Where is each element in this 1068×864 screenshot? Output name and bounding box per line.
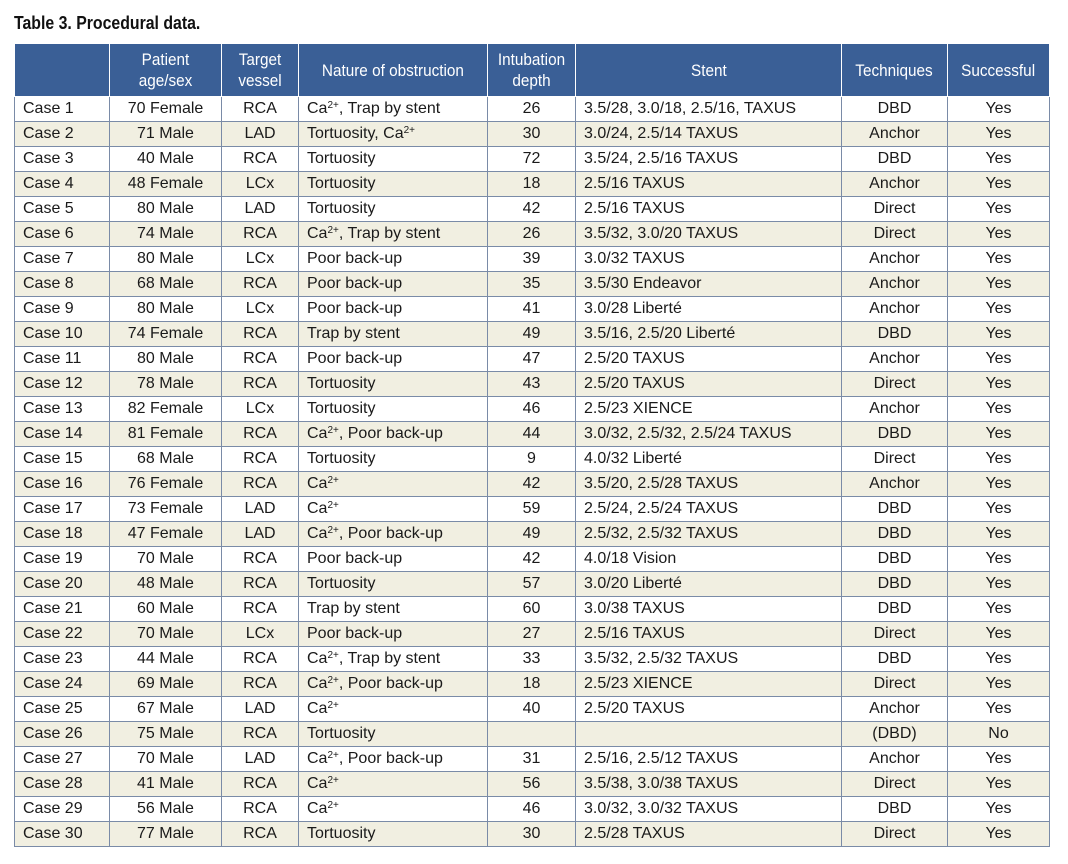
cell-stent: 3.5/32, 3.0/20 TAXUS <box>576 222 842 247</box>
cell-vessel: RCA <box>222 447 299 472</box>
cell-case: Case 18 <box>15 522 110 547</box>
cell-depth: 26 <box>488 97 576 122</box>
cell-vessel: RCA <box>222 222 299 247</box>
cell-technique: Anchor <box>842 472 948 497</box>
cell-depth: 35 <box>488 272 576 297</box>
cell-technique: DBD <box>842 322 948 347</box>
cell-stent: 2.5/32, 2.5/32 TAXUS <box>576 522 842 547</box>
cell-stent: 3.0/24, 2.5/14 TAXUS <box>576 122 842 147</box>
cell-vessel: RCA <box>222 797 299 822</box>
cell-vessel: LAD <box>222 747 299 772</box>
cell-successful: Yes <box>948 197 1050 222</box>
cell-successful: Yes <box>948 572 1050 597</box>
table-row <box>15 622 1050 647</box>
table-row <box>15 822 1050 847</box>
cell-successful: Yes <box>948 547 1050 572</box>
cell-depth: 31 <box>488 747 576 772</box>
cell-obstruction: Tortuosity <box>299 572 488 597</box>
cell-technique: DBD <box>842 797 948 822</box>
cell-successful: Yes <box>948 122 1050 147</box>
table-row <box>15 497 1050 522</box>
header-target-vessel: Target vessel <box>222 44 299 97</box>
cell-obstruction: Tortuosity <box>299 372 488 397</box>
header-stent: Stent <box>576 44 842 97</box>
cell-depth: 30 <box>488 122 576 147</box>
cell-age-sex: 82 Female <box>110 397 222 422</box>
cell-vessel: RCA <box>222 672 299 697</box>
cell-stent: 4.0/32 Liberté <box>576 447 842 472</box>
cell-successful: Yes <box>948 772 1050 797</box>
header-row <box>15 44 1050 97</box>
cell-case: Case 7 <box>15 247 110 272</box>
cell-obstruction: Tortuosity <box>299 822 488 847</box>
cell-age-sex: 48 Male <box>110 572 222 597</box>
cell-obstruction: Trap by stent <box>299 322 488 347</box>
cell-obstruction: Tortuosity <box>299 172 488 197</box>
table-row <box>15 222 1050 247</box>
cell-age-sex: 74 Female <box>110 322 222 347</box>
cell-technique: DBD <box>842 147 948 172</box>
cell-age-sex: 80 Male <box>110 247 222 272</box>
cell-stent: 2.5/16 TAXUS <box>576 197 842 222</box>
cell-technique: Anchor <box>842 697 948 722</box>
cell-successful: Yes <box>948 472 1050 497</box>
cell-case: Case 22 <box>15 622 110 647</box>
table-row <box>15 247 1050 272</box>
cell-depth: 42 <box>488 547 576 572</box>
cell-stent: 3.5/24, 2.5/16 TAXUS <box>576 147 842 172</box>
cell-age-sex: 76 Female <box>110 472 222 497</box>
cell-obstruction: Poor back-up <box>299 622 488 647</box>
cell-stent: 3.0/28 Liberté <box>576 297 842 322</box>
cell-vessel: RCA <box>222 147 299 172</box>
cell-technique: DBD <box>842 572 948 597</box>
cell-obstruction: Poor back-up <box>299 297 488 322</box>
cell-depth: 42 <box>488 197 576 222</box>
cell-age-sex: 44 Male <box>110 647 222 672</box>
cell-successful: Yes <box>948 222 1050 247</box>
table-row <box>15 172 1050 197</box>
cell-successful: Yes <box>948 622 1050 647</box>
cell-vessel: LAD <box>222 522 299 547</box>
cell-stent: 3.5/38, 3.0/38 TAXUS <box>576 772 842 797</box>
table-row <box>15 197 1050 222</box>
cell-technique: DBD <box>842 497 948 522</box>
cell-case: Case 9 <box>15 297 110 322</box>
cell-vessel: LAD <box>222 197 299 222</box>
table-row <box>15 797 1050 822</box>
cell-obstruction: $Ca^{2+}$ <box>299 697 488 722</box>
cell-case: Case 11 <box>15 347 110 372</box>
cell-case: Case 20 <box>15 572 110 597</box>
table-row <box>15 522 1050 547</box>
cell-depth: 9 <box>488 447 576 472</box>
cell-age-sex: 70 Male <box>110 547 222 572</box>
cell-technique: DBD <box>842 97 948 122</box>
cell-stent: 3.5/16, 2.5/20 Liberté <box>576 322 842 347</box>
cell-depth: 39 <box>488 247 576 272</box>
cell-case: Case 26 <box>15 722 110 747</box>
cell-stent: 3.5/32, 2.5/32 TAXUS <box>576 647 842 672</box>
cell-depth: 26 <box>488 222 576 247</box>
cell-stent: 3.0/32, 3.0/32 TAXUS <box>576 797 842 822</box>
cell-case: Case 13 <box>15 397 110 422</box>
cell-successful: Yes <box>948 247 1050 272</box>
cell-obstruction: Tortuosity <box>299 197 488 222</box>
table-row <box>15 672 1050 697</box>
cell-obstruction: $Ca^{2+}$, Poor back-up <box>299 522 488 547</box>
cell-technique: Direct <box>842 672 948 697</box>
cell-case: Case 5 <box>15 197 110 222</box>
cell-age-sex: 69 Male <box>110 672 222 697</box>
cell-obstruction: $Ca^{2+}$, Poor back-up <box>299 672 488 697</box>
cell-technique: Anchor <box>842 172 948 197</box>
cell-technique: Direct <box>842 622 948 647</box>
cell-vessel: RCA <box>222 422 299 447</box>
table-row <box>15 547 1050 572</box>
cell-obstruction: Poor back-up <box>299 547 488 572</box>
header-intubation-depth: Intubation depth <box>488 44 576 97</box>
cell-obstruction: $Ca^{2+}$ <box>299 797 488 822</box>
cell-obstruction: $Ca^{2+}$ <box>299 472 488 497</box>
cell-technique: DBD <box>842 422 948 447</box>
cell-vessel: RCA <box>222 647 299 672</box>
cell-stent: 2.5/20 TAXUS <box>576 347 842 372</box>
cell-vessel: LAD <box>222 697 299 722</box>
cell-successful: Yes <box>948 172 1050 197</box>
cell-case: Case 25 <box>15 697 110 722</box>
cell-case: Case 17 <box>15 497 110 522</box>
cell-age-sex: 56 Male <box>110 797 222 822</box>
cell-stent: 2.5/16, 2.5/12 TAXUS <box>576 747 842 772</box>
cell-technique: Anchor <box>842 247 948 272</box>
cell-obstruction: $Ca^{2+}$, Trap by stent <box>299 222 488 247</box>
cell-age-sex: 81 Female <box>110 422 222 447</box>
cell-case: Case 30 <box>15 822 110 847</box>
cell-vessel: LCx <box>222 397 299 422</box>
cell-case: Case 15 <box>15 447 110 472</box>
cell-successful: Yes <box>948 822 1050 847</box>
cell-case: Case 6 <box>15 222 110 247</box>
cell-vessel: LCx <box>222 247 299 272</box>
cell-vessel: RCA <box>222 547 299 572</box>
cell-vessel: RCA <box>222 322 299 347</box>
cell-case: Case 16 <box>15 472 110 497</box>
cell-obstruction: Poor back-up <box>299 272 488 297</box>
cell-stent <box>576 722 842 747</box>
cell-technique: Direct <box>842 822 948 847</box>
cell-successful: Yes <box>948 297 1050 322</box>
cell-case: Case 12 <box>15 372 110 397</box>
cell-case: Case 21 <box>15 597 110 622</box>
cell-depth: 56 <box>488 772 576 797</box>
cell-technique: Direct <box>842 222 948 247</box>
table-row <box>15 747 1050 772</box>
table-row <box>15 297 1050 322</box>
cell-vessel: RCA <box>222 272 299 297</box>
cell-age-sex: 80 Male <box>110 197 222 222</box>
cell-age-sex: 73 Female <box>110 497 222 522</box>
cell-vessel: RCA <box>222 472 299 497</box>
cell-obstruction: Trap by stent <box>299 597 488 622</box>
cell-successful: Yes <box>948 347 1050 372</box>
cell-age-sex: 71 Male <box>110 122 222 147</box>
cell-technique: Direct <box>842 772 948 797</box>
cell-successful: Yes <box>948 747 1050 772</box>
cell-age-sex: 70 Male <box>110 747 222 772</box>
cell-depth: 42 <box>488 472 576 497</box>
cell-age-sex: 60 Male <box>110 597 222 622</box>
cell-stent: 2.5/16 TAXUS <box>576 622 842 647</box>
header-case <box>15 44 110 97</box>
cell-successful: Yes <box>948 497 1050 522</box>
cell-technique: Anchor <box>842 272 948 297</box>
cell-age-sex: 80 Male <box>110 297 222 322</box>
cell-obstruction: $Ca^{2+}$ <box>299 772 488 797</box>
cell-successful: Yes <box>948 422 1050 447</box>
cell-successful: Yes <box>948 147 1050 172</box>
cell-obstruction: $Ca^{2+}$, Poor back-up <box>299 422 488 447</box>
cell-case: Case 24 <box>15 672 110 697</box>
cell-depth <box>488 722 576 747</box>
cell-successful: Yes <box>948 272 1050 297</box>
cell-obstruction: Tortuosity <box>299 397 488 422</box>
cell-obstruction: $Ca^{2+}$, Poor back-up <box>299 747 488 772</box>
table-row <box>15 572 1050 597</box>
table-body <box>15 97 1050 847</box>
table-row <box>15 647 1050 672</box>
cell-vessel: RCA <box>222 347 299 372</box>
cell-case: Case 19 <box>15 547 110 572</box>
header-obstruction: Nature of obstruction <box>299 44 488 97</box>
cell-depth: 27 <box>488 622 576 647</box>
cell-vessel: LAD <box>222 122 299 147</box>
cell-successful: Yes <box>948 322 1050 347</box>
cell-stent: 2.5/20 TAXUS <box>576 697 842 722</box>
cell-depth: 49 <box>488 522 576 547</box>
cell-successful: Yes <box>948 372 1050 397</box>
cell-successful: Yes <box>948 97 1050 122</box>
cell-technique: Anchor <box>842 347 948 372</box>
cell-age-sex: 80 Male <box>110 347 222 372</box>
cell-case: Case 2 <box>15 122 110 147</box>
cell-stent: 2.5/23 XIENCE <box>576 397 842 422</box>
table-row <box>15 272 1050 297</box>
cell-depth: 44 <box>488 422 576 447</box>
header-techniques: Techniques <box>842 44 948 97</box>
cell-stent: 3.5/28, 3.0/18, 2.5/16, TAXUS <box>576 97 842 122</box>
table-row <box>15 372 1050 397</box>
cell-age-sex: 48 Female <box>110 172 222 197</box>
cell-technique: Anchor <box>842 747 948 772</box>
cell-depth: 41 <box>488 297 576 322</box>
cell-depth: 40 <box>488 697 576 722</box>
cell-age-sex: 77 Male <box>110 822 222 847</box>
cell-case: Case 3 <box>15 147 110 172</box>
cell-age-sex: 75 Male <box>110 722 222 747</box>
cell-case: Case 8 <box>15 272 110 297</box>
cell-successful: Yes <box>948 397 1050 422</box>
cell-age-sex: 74 Male <box>110 222 222 247</box>
cell-stent: 3.0/20 Liberté <box>576 572 842 597</box>
cell-case: Case 27 <box>15 747 110 772</box>
cell-vessel: RCA <box>222 772 299 797</box>
cell-depth: 47 <box>488 347 576 372</box>
cell-vessel: RCA <box>222 572 299 597</box>
cell-case: Case 28 <box>15 772 110 797</box>
table-row <box>15 122 1050 147</box>
table-row <box>15 472 1050 497</box>
cell-depth: 46 <box>488 397 576 422</box>
cell-obstruction: Tortuosity, $Ca^{2+}$ <box>299 122 488 147</box>
cell-age-sex: 41 Male <box>110 772 222 797</box>
table-row <box>15 597 1050 622</box>
cell-successful: Yes <box>948 447 1050 472</box>
cell-stent: 2.5/24, 2.5/24 TAXUS <box>576 497 842 522</box>
table-row <box>15 422 1050 447</box>
cell-depth: 43 <box>488 372 576 397</box>
cell-obstruction: Poor back-up <box>299 247 488 272</box>
cell-stent: 3.0/32, 2.5/32, 2.5/24 TAXUS <box>576 422 842 447</box>
cell-vessel: RCA <box>222 822 299 847</box>
cell-vessel: LCx <box>222 172 299 197</box>
cell-age-sex: 70 Male <box>110 622 222 647</box>
cell-age-sex: 78 Male <box>110 372 222 397</box>
cell-case: Case 14 <box>15 422 110 447</box>
cell-successful: Yes <box>948 697 1050 722</box>
cell-age-sex: 40 Male <box>110 147 222 172</box>
cell-technique: Anchor <box>842 397 948 422</box>
cell-technique: (DBD) <box>842 722 948 747</box>
cell-age-sex: 70 Female <box>110 97 222 122</box>
cell-successful: Yes <box>948 522 1050 547</box>
cell-depth: 57 <box>488 572 576 597</box>
cell-age-sex: 68 Male <box>110 272 222 297</box>
cell-successful: Yes <box>948 597 1050 622</box>
cell-age-sex: 67 Male <box>110 697 222 722</box>
cell-depth: 59 <box>488 497 576 522</box>
cell-depth: 60 <box>488 597 576 622</box>
cell-technique: DBD <box>842 647 948 672</box>
cell-successful: Yes <box>948 672 1050 697</box>
cell-case: Case 10 <box>15 322 110 347</box>
cell-successful: Yes <box>948 797 1050 822</box>
cell-technique: DBD <box>842 522 948 547</box>
cell-obstruction: Poor back-up <box>299 347 488 372</box>
cell-obstruction: Tortuosity <box>299 447 488 472</box>
cell-stent: 3.0/32 TAXUS <box>576 247 842 272</box>
procedural-data-table <box>14 43 1050 847</box>
cell-vessel: LCx <box>222 622 299 647</box>
cell-depth: 72 <box>488 147 576 172</box>
table-row <box>15 722 1050 747</box>
cell-vessel: RCA <box>222 372 299 397</box>
cell-depth: 30 <box>488 822 576 847</box>
cell-stent: 2.5/28 TAXUS <box>576 822 842 847</box>
cell-case: Case 1 <box>15 97 110 122</box>
cell-vessel: RCA <box>222 597 299 622</box>
table-row <box>15 772 1050 797</box>
cell-successful: No <box>948 722 1050 747</box>
table-row <box>15 347 1050 372</box>
cell-depth: 33 <box>488 647 576 672</box>
cell-stent: 2.5/16 TAXUS <box>576 172 842 197</box>
cell-stent: 4.0/18 Vision <box>576 547 842 572</box>
cell-obstruction: Tortuosity <box>299 722 488 747</box>
cell-case: Case 4 <box>15 172 110 197</box>
cell-age-sex: 68 Male <box>110 447 222 472</box>
cell-case: Case 29 <box>15 797 110 822</box>
cell-obstruction: $Ca^{2+}$ <box>299 497 488 522</box>
table-caption: Table 3. Procedural data. <box>14 13 201 33</box>
cell-vessel: LAD <box>222 497 299 522</box>
cell-case: Case 23 <box>15 647 110 672</box>
cell-stent: 3.5/30 Endeavor <box>576 272 842 297</box>
table-row <box>15 97 1050 122</box>
cell-depth: 49 <box>488 322 576 347</box>
cell-technique: Direct <box>842 447 948 472</box>
cell-stent: 2.5/23 XIENCE <box>576 672 842 697</box>
cell-technique: Anchor <box>842 297 948 322</box>
cell-vessel: RCA <box>222 97 299 122</box>
cell-obstruction: $Ca^{2+}$, Trap by stent <box>299 97 488 122</box>
cell-successful: Yes <box>948 647 1050 672</box>
cell-technique: Anchor <box>842 122 948 147</box>
table-row <box>15 447 1050 472</box>
table-row <box>15 147 1050 172</box>
cell-age-sex: 47 Female <box>110 522 222 547</box>
cell-depth: 18 <box>488 172 576 197</box>
cell-vessel: LCx <box>222 297 299 322</box>
header-age-sex: Patient age/sex <box>110 44 222 97</box>
cell-stent: 2.5/20 TAXUS <box>576 372 842 397</box>
cell-technique: Direct <box>842 372 948 397</box>
cell-stent: 3.5/20, 2.5/28 TAXUS <box>576 472 842 497</box>
header-successful: Successful <box>948 44 1050 97</box>
cell-obstruction: $Ca^{2+}$, Trap by stent <box>299 647 488 672</box>
table-row <box>15 397 1050 422</box>
cell-obstruction: Tortuosity <box>299 147 488 172</box>
cell-technique: DBD <box>842 547 948 572</box>
cell-stent: 3.0/38 TAXUS <box>576 597 842 622</box>
cell-depth: 18 <box>488 672 576 697</box>
cell-technique: Direct <box>842 197 948 222</box>
cell-technique: DBD <box>842 597 948 622</box>
cell-vessel: RCA <box>222 722 299 747</box>
table-row <box>15 322 1050 347</box>
table-row <box>15 697 1050 722</box>
cell-depth: 46 <box>488 797 576 822</box>
